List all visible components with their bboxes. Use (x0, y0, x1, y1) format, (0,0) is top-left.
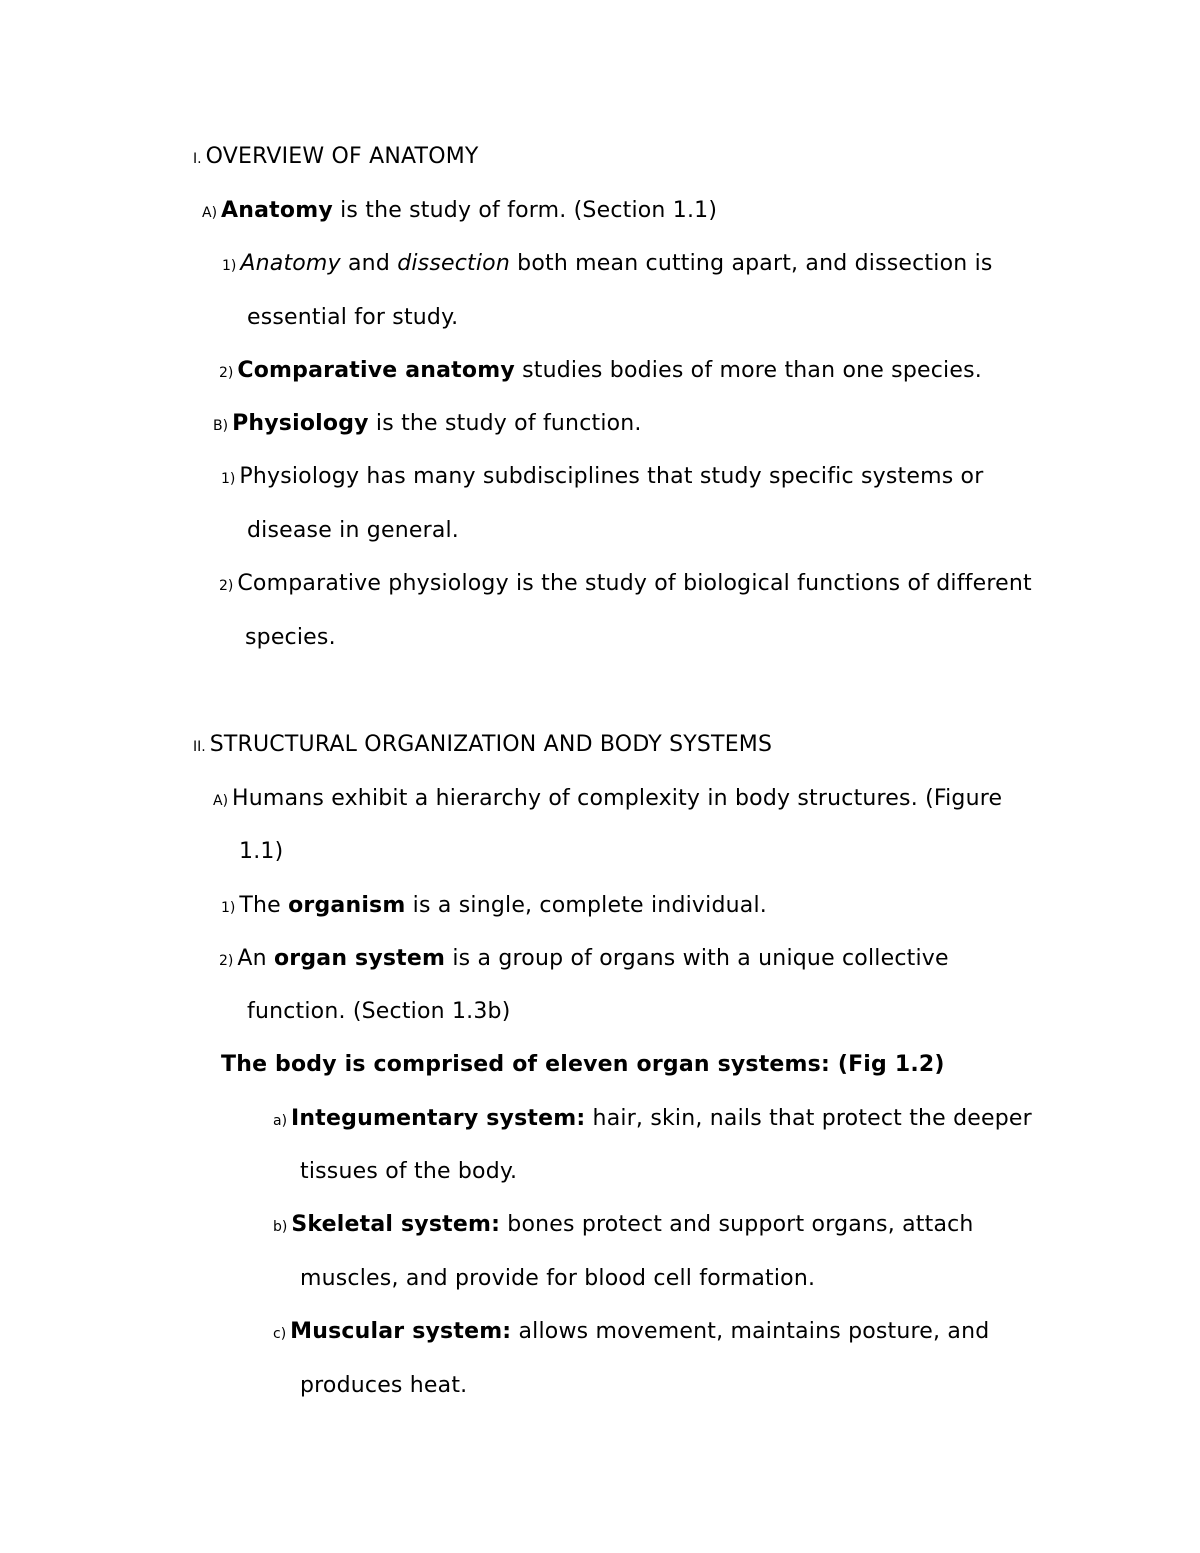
outline-item-2A2 (219, 944, 949, 976)
outline-item-1B2 (219, 569, 1032, 601)
item-marker: 1) (222, 258, 237, 274)
key-term: Comparative anatomy (237, 358, 515, 383)
key-term: Anatomy (240, 251, 341, 276)
key-term: organ system (273, 946, 446, 971)
item-marker: c) (273, 1326, 287, 1342)
outline-item-1B2-continued: species. (245, 625, 336, 650)
item-marker: 2) (219, 953, 234, 969)
item-text: The (239, 893, 289, 918)
item-text: hair, skin, nails that protect the deeper (585, 1106, 1032, 1131)
item-text: is a group of organs with a unique collective (445, 946, 949, 971)
system-item-b (273, 1210, 974, 1242)
item-marker: B) (213, 418, 229, 434)
item-marker: A) (202, 205, 218, 221)
key-term: Integumentary system: (291, 1106, 586, 1131)
system-item-a-continued: tissues of the body. (300, 1159, 518, 1184)
item-text: is the study of form. (Section 1.1) (332, 198, 718, 223)
item-marker: 1) (221, 471, 236, 487)
key-term: dissection (397, 251, 510, 276)
item-text: Humans exhibit a hierarchy of complexity in body structures. (Figure (232, 786, 1003, 811)
section-title: STRUCTURAL ORGANIZATION AND BODY SYSTEMS (209, 732, 773, 757)
section-marker: II. (193, 739, 206, 755)
item-text: studies bodies of more than one species. (514, 358, 982, 383)
system-item-c (273, 1317, 989, 1349)
item-text: is the study of function. (368, 411, 642, 436)
section-title: OVERVIEW OF ANATOMY (205, 144, 479, 169)
outline-item-1A1 (222, 249, 993, 281)
item-marker: a) (273, 1113, 288, 1129)
item-marker: 1) (221, 900, 236, 916)
systems-heading-text: The body is comprised of eleven organ systems: (Fig 1.2) (221, 1052, 945, 1077)
key-term: Physiology (232, 411, 369, 436)
outline-item-1A (202, 196, 717, 228)
outline-item-2A2-continued: function. (Section 1.3b) (247, 999, 511, 1024)
outline-item-2A1 (221, 891, 767, 923)
key-term: Muscular system: (290, 1319, 512, 1344)
section-marker: I. (193, 151, 202, 167)
item-text: Physiology has many subdisciplines that study specific systems or (239, 464, 984, 489)
item-text: is a single, complete individual. (405, 893, 767, 918)
system-item-c-continued: produces heat. (300, 1373, 468, 1398)
outline-item-1B (213, 409, 642, 441)
item-text: bones protect and support organs, attach (500, 1212, 974, 1237)
outline-item-1B1 (221, 462, 983, 494)
outline-item-1A1-continued: essential for study. (247, 305, 459, 330)
item-text: Comparative physiology is the study of biological functions of different (237, 571, 1032, 596)
key-term: Anatomy (221, 198, 333, 223)
item-text: and (340, 251, 398, 276)
key-term: organism (288, 893, 406, 918)
outline-item-2A-continued: 1.1) (239, 839, 284, 864)
item-text: allows movement, maintains posture, and (511, 1319, 990, 1344)
item-marker: 2) (219, 365, 234, 381)
system-item-b-continued: muscles, and provide for blood cell formation. (300, 1266, 816, 1291)
item-text: both mean cutting apart, and dissection is (509, 251, 993, 276)
outline-item-2A (213, 784, 1002, 816)
system-item-a (273, 1104, 1032, 1136)
systems-heading (221, 1050, 945, 1080)
item-marker: 2) (219, 578, 234, 594)
item-text: An (237, 946, 274, 971)
section-1-heading (193, 142, 479, 174)
item-marker: b) (273, 1219, 288, 1235)
section-2-heading (193, 730, 772, 762)
outline-item-1A2 (219, 356, 982, 388)
item-marker: A) (213, 793, 229, 809)
outline-item-1B1-continued: disease in general. (247, 518, 460, 543)
key-term: Skeletal system: (291, 1212, 501, 1237)
